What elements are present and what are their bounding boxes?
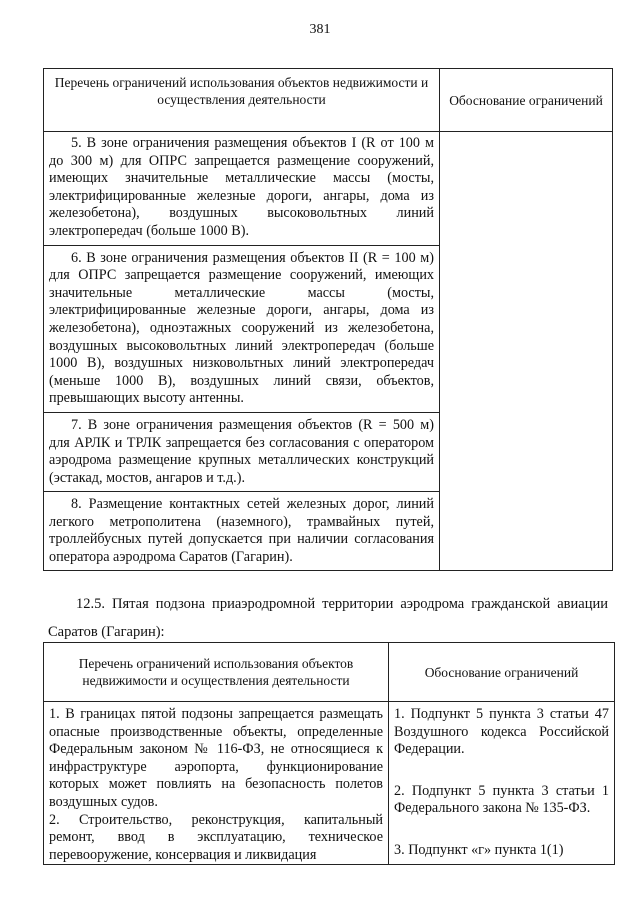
header-justification: Обоснование ограничений xyxy=(440,69,613,132)
table-header-row xyxy=(44,643,615,702)
justification-item: 2. Подпункт 5 пункта 3 статьи 1 Федерального закона № 135-ФЗ. xyxy=(394,782,609,817)
table-row xyxy=(44,702,615,865)
restriction-paragraph: 7. В зоне ограничения размещения объектов (R = 500 м) для АРЛК и ТРЛК запрещается без согласования с оператором аэродрома размещение крупных металлических конструкций (эстакад, мостов, ангаров и т.д.). xyxy=(44,412,439,487)
restriction-item: 1. В границах пятой подзоны запрещается размещать опасные производственные объекты, определенные Федеральным законом № 116-ФЗ, не относящиеся к инфраструктуре аэропорта, функционирование которых может повлиять на безопасность полетов воздушных судов. xyxy=(49,706,383,810)
header-restrictions: Перечень ограничений использования объектов недвижимости и осуществления деятельности xyxy=(44,69,440,132)
header-restrictions: Перечень ограничений использования объектов недвижимости и осуществления деятельности xyxy=(44,643,389,702)
restriction-item: 2. Строительство, реконструкция, капитальный ремонт, ввод в эксплуатацию, техническое перевооружение, консервация и ликвидация xyxy=(49,811,383,863)
restrictions-cell xyxy=(44,132,440,571)
table-row xyxy=(44,132,613,571)
page-number: 381 xyxy=(309,22,331,37)
table-header-row xyxy=(44,69,613,132)
restriction-paragraph: 6. В зоне ограничения размещения объектов II (R = 100 м) для ОПРС запрещается размещение сооружений, имеющих значительные металлические массы (мосты, электрифицированные железные дороги, ангары, дома из железобетона), одноэтажных сооружений из железобетона, воздушных высоковольтных линий электропередач (больше 1000 В), воздушных низковольтных линий электропередач (меньше 1000 В), воздушных линий связи, объектов, превышающих высоту антенны. xyxy=(44,245,439,408)
restrictions-cell xyxy=(44,702,389,865)
restrictions-table-5th-subzone xyxy=(43,642,615,865)
restriction-paragraph: 8. Размещение контактных сетей железных дорог, линий легкого метрополитена (наземного), трамвайных путей, троллейбусных путей допускается при наличии согласования оператора аэродрома Саратов (Гагарин). xyxy=(44,491,439,566)
restrictions-table-4th-subzone xyxy=(43,68,613,571)
justification-cell xyxy=(440,132,613,571)
restriction-paragraph: 5. В зоне ограничения размещения объектов I (R от 100 м до 300 м) для ОПРС запрещается размещение сооружений, имеющих значительные металлические массы (мосты, электрифицированные железные дороги, ангары, дома из железобетона), воздушных высоковольтных линий электропередач (больше 1000 В). xyxy=(49,135,434,239)
justification-cell xyxy=(389,702,615,865)
section-heading: 12.5. Пятая подзона приаэродромной территории аэродрома гражданской авиации Саратов (Гагарин): xyxy=(48,596,608,640)
justification-item: 1. Подпункт 5 пункта 3 статьи 47 Воздушного кодекса Российской Федерации. xyxy=(394,706,609,758)
header-justification: Обоснование ограничений xyxy=(389,643,615,702)
justification-item: 3. Подпункт «г» пункта 1(1) xyxy=(394,841,564,858)
